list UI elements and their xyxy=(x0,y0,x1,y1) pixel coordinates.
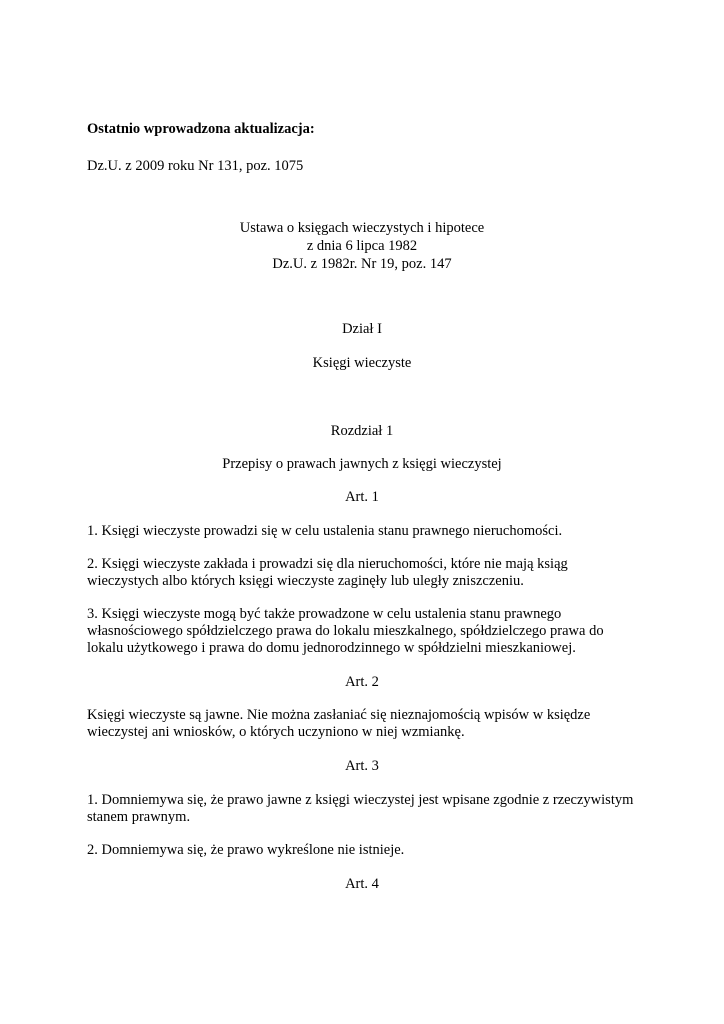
article-1-paragraph-1 xyxy=(87,523,647,540)
article-heading-1: Art. 1 xyxy=(345,489,379,505)
paragraph-line: własnościowego spółdzielczego prawa do lokalu mieszkalnego, spółdzielczego prawa do xyxy=(87,623,604,639)
division-number: Dział I xyxy=(342,321,382,337)
chapter-name: Przepisy o prawach jawnych z księgi wieczystej xyxy=(222,456,502,472)
act-journal-reference: Dz.U. z 1982r. Nr 19, poz. 147 xyxy=(272,256,452,272)
paragraph-line: stanem prawnym. xyxy=(87,809,191,825)
article-heading-4: Art. 4 xyxy=(345,876,379,892)
article-2-paragraph-1 xyxy=(87,707,647,741)
paragraph-line: 2. Domniemywa się, że prawo wykreślone nie istnieje. xyxy=(87,842,405,858)
act-title: Ustawa o księgach wieczystych i hipotece xyxy=(239,220,485,236)
division-name: Księgi wieczyste xyxy=(312,355,412,371)
paragraph-line: 1. Księgi wieczyste prowadzi się w celu ustalenia stanu prawnego nieruchomości. xyxy=(87,523,563,539)
article-heading-3: Art. 3 xyxy=(345,758,379,774)
article-3-paragraph-1 xyxy=(87,792,647,826)
chapter-number: Rozdział 1 xyxy=(330,423,394,439)
paragraph-line: wieczystych albo których księgi wieczyste zaginęły lub uległy zniszczeniu. xyxy=(87,573,524,589)
paragraph-line: lokalu użytkowego i prawa do domu jednorodzinnego w spółdzielni mieszkaniowej. xyxy=(87,640,576,656)
paragraph-line: wieczystej ani wniosków, o których uczyniono w niej wzmiankę. xyxy=(87,724,465,740)
act-date: z dnia 6 lipca 1982 xyxy=(306,238,418,254)
paragraph-line: Księgi wieczyste są jawne. Nie można zasłaniać się nieznajomością wpisów w księdze xyxy=(87,707,591,723)
article-1-paragraph-3 xyxy=(87,606,647,657)
update-reference: Dz.U. z 2009 roku Nr 131, poz. 1075 xyxy=(87,158,304,174)
article-1-paragraph-2 xyxy=(87,556,647,590)
article-heading-2: Art. 2 xyxy=(345,674,379,690)
article-3-paragraph-2 xyxy=(87,842,647,859)
paragraph-line: 3. Księgi wieczyste mogą być także prowadzone w celu ustalenia stanu prawnego xyxy=(87,606,562,622)
paragraph-line: 2. Księgi wieczyste zakłada i prowadzi się dla nieruchomości, które nie mają ksiąg xyxy=(87,556,568,572)
paragraph-line: 1. Domniemywa się, że prawo jawne z księgi wieczystej jest wpisane zgodnie z rzeczywistym xyxy=(87,792,634,808)
update-label: Ostatnio wprowadzona aktualizacja: xyxy=(87,121,315,137)
